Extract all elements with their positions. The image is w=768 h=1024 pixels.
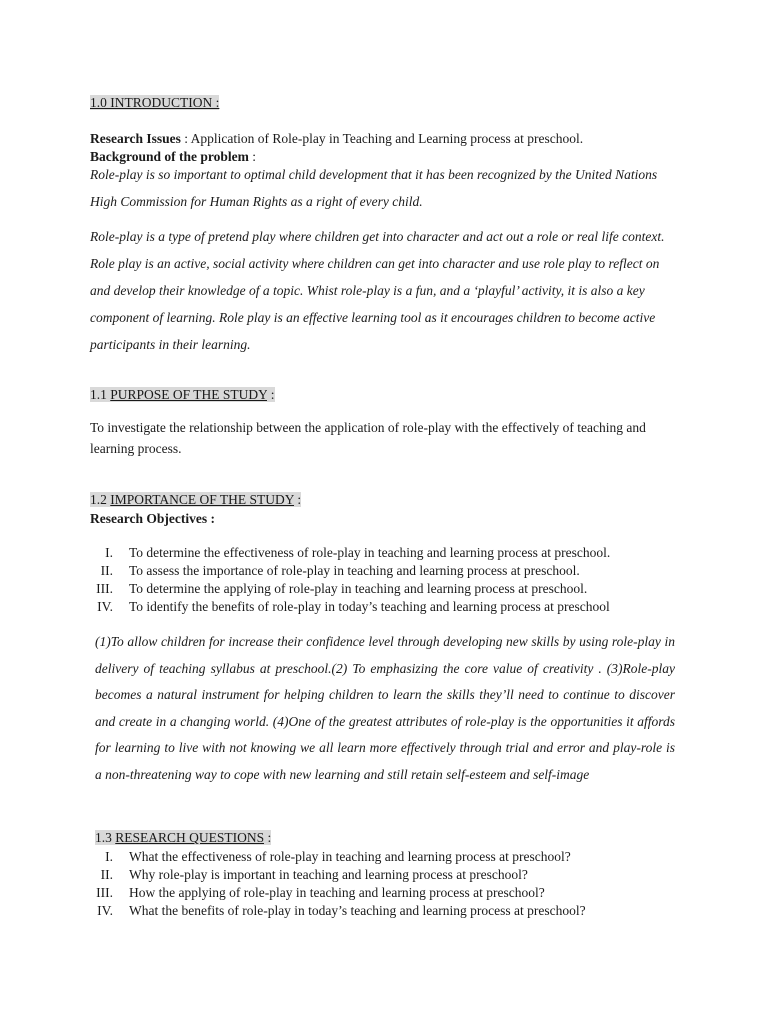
list-item-text: What the benefits of role-play in today’s teaching and learning process at preschool?: [129, 903, 586, 918]
list-item-text: To determine the effectiveness of role-play in teaching and learning process at preschool.: [129, 545, 611, 560]
list-item-text: What the effectiveness of role-play in teaching and learning process at preschool?: [129, 849, 571, 864]
list-item-text: How the applying of role-play in teaching and learning process at preschool?: [129, 885, 545, 900]
list-item: [84, 598, 610, 616]
heading-colon: :: [267, 387, 275, 402]
list-item: [84, 866, 586, 884]
heading-text: 1.0 INTRODUCTION :: [90, 95, 220, 110]
list-item-number: IV.: [97, 903, 113, 918]
section-heading-purpose: [90, 386, 275, 403]
background-label: Background of the problem: [90, 149, 249, 164]
purpose-text: To investigate the relationship between the application of role-play with the effectively of teaching and learning process.: [90, 420, 646, 456]
research-objectives-list: [84, 544, 610, 616]
list-item: [84, 902, 586, 920]
research-issues-text: : Application of Role-play in Teaching and Learning process at preschool.: [180, 131, 584, 146]
list-item: [84, 562, 610, 580]
heading-title: RESEARCH QUESTIONS: [115, 830, 265, 845]
research-questions-list: [84, 848, 586, 920]
list-item-text: To identify the benefits of role-play in today’s teaching and learning process at preschool: [129, 599, 610, 614]
list-item: [84, 848, 586, 866]
intro-paragraph-1: Role-play is so important to optimal child development that it has been recognized by the United Nations High Commission for Human Rights as a right of every child.: [90, 167, 658, 209]
list-item-number: II.: [100, 867, 113, 882]
heading-title: IMPORTANCE OF THE STUDY: [110, 492, 294, 507]
list-item-text: Why role-play is important in teaching and learning process at preschool?: [129, 867, 528, 882]
heading-number: 1.3: [95, 830, 116, 845]
section-heading-questions: [95, 829, 271, 846]
heading-title: PURPOSE OF THE STUDY: [110, 387, 268, 402]
list-item-number: III.: [96, 581, 113, 596]
background-colon: :: [248, 149, 257, 164]
list-item-number: I.: [105, 849, 113, 864]
list-item-number: I.: [105, 545, 113, 560]
heading-colon: :: [264, 830, 272, 845]
list-item-text: To assess the importance of role-play in teaching and learning process at preschool.: [129, 563, 580, 578]
list-item-text: To determine the applying of role-play in teaching and learning process at preschool.: [129, 581, 588, 596]
section-heading-introduction: [90, 94, 219, 111]
heading-colon: :: [294, 492, 302, 507]
intro-paragraph-2: Role-play is a type of pretend play where children get into character and act out a role or real life context. Role play is an active, social activity where children can get into character and use role play to reflect on and develop their knowledge of a topic. Whist role-play is a fun, and a ‘playful’ activity, it is also a key component of learning. Role play is an effective learning tool as it encourages children to become active participants in their learning.: [90, 229, 665, 352]
research-issues-line: [90, 130, 583, 147]
research-objectives-label: Research Objectives :: [90, 511, 215, 526]
list-item: [84, 544, 610, 562]
research-issues-label: Research Issues: [90, 131, 181, 146]
importance-paragraph: (1)To allow children for increase their confidence level through developing new skills by using role-play in delivery of teaching syllabus at preschool.(2) To emphasizing the core value of creativity . (3)Role-play becomes a natural instrument for helping children to learn the skills they’ll need to continue to discover and create in a changing world. (4)One of the greatest attributes of role-play is the opportunities it affords for learning to live with not knowing we all learn more effectively through trial and error and play-role is a non-threatening way to cope with new learning and still retain self-esteem and self-image: [95, 634, 675, 782]
section-heading-importance: [90, 491, 301, 508]
list-item-number: II.: [100, 563, 113, 578]
list-item-number: IV.: [97, 599, 113, 614]
list-item-number: III.: [96, 885, 113, 900]
list-item: [84, 884, 586, 902]
heading-number: 1.2: [90, 492, 111, 507]
list-item: [84, 580, 610, 598]
heading-number: 1.1: [90, 387, 111, 402]
